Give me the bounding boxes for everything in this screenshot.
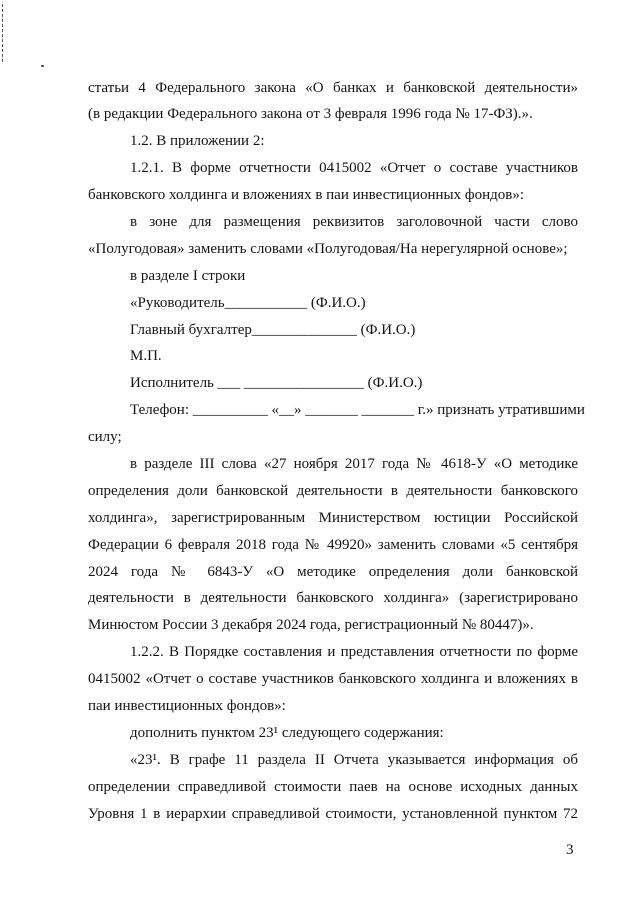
text-line: 1.2.2. В Порядке составления и представления отчетности по форме [130, 644, 578, 661]
paragraph [88, 451, 578, 639]
text-line: 2024 года № 6843-У «О методике определения доли банковской [88, 563, 578, 580]
text-line: 1.2.1. В форме отчетности 0415002 «Отчет о составе участников [130, 160, 578, 177]
text-line: деятельности в деятельности банковского холдинга» (зарегистрировано [88, 590, 578, 607]
text-line: «23¹. В графе 11 раздела II Отчета указывается информация об [130, 751, 578, 768]
paragraph [88, 263, 578, 290]
paragraph [88, 397, 585, 451]
paragraph [88, 747, 578, 828]
form-field-line: «Руководитель___________ (Ф.И.О.) [130, 294, 366, 311]
scan-mark [2, 4, 3, 62]
text-line: Минюстом России 3 декабря 2024 года, регистрационный № 80447)». [88, 617, 534, 634]
text-line: (в редакции Федерального закона от 3 февраля 1996 года № 17-ФЗ).». [88, 106, 533, 123]
text-line: 0415002 «Отчет о составе участников банковского холдинга и вложениях в [88, 671, 578, 688]
text-line: паи инвестиционных фондов»: [88, 697, 286, 714]
text-line: Федерации 6 февраля 2018 года № 49920» заменить словами «5 сентября [88, 536, 578, 553]
text-line: Уровня 1 в иерархии справедливой стоимости, установленной пунктом 72 [88, 805, 578, 822]
form-field-line: М.П. [130, 348, 162, 365]
paragraph [88, 75, 578, 129]
text-line: силу; [88, 429, 122, 446]
section-heading: 1.2. В приложении 2: [130, 133, 265, 150]
text-line: холдинга», зарегистрированным Министерством юстиции Российской [88, 509, 578, 526]
text-line: банковского холдинга и вложениях в паи инвестиционных фондов»: [88, 187, 524, 204]
form-field-line: Главный бухгалтер______________ (Ф.И.О.) [130, 321, 416, 338]
paragraph [88, 128, 578, 155]
form-field-line: Исполнитель ___ ________________ (Ф.И.О.) [130, 375, 423, 392]
document-body [88, 75, 585, 828]
text-line: статьи 4 Федерального закона «О банках и банковской деятельности» [88, 79, 578, 96]
paragraph [88, 209, 578, 263]
scan-mark [41, 65, 44, 67]
text-line: определения доли банковской деятельности в деятельности банковского [88, 482, 578, 499]
paragraph [88, 639, 578, 720]
text-line: в разделе I строки [130, 267, 246, 284]
text-line: дополнить пунктом 23¹ следующего содержания: [130, 724, 444, 741]
text-line: в разделе III слова «27 ноября 2017 года № 4618-У «О методике [130, 455, 578, 472]
paragraph [88, 720, 578, 747]
text-line: в зоне для размещения реквизитов заголовочной части слово [130, 213, 578, 230]
paragraph [88, 155, 578, 209]
form-field-block [88, 290, 578, 398]
form-field-line: Телефон: __________ «__» _______ _______ г.» признать утратившими [130, 402, 585, 419]
text-line: «Полугодовая» заменить словами «Полугодовая/На нерегулярной основе»; [88, 240, 568, 257]
page-number: 3 [566, 842, 574, 858]
text-line: определении справедливой стоимости паев на основе исходных данных [88, 778, 578, 795]
